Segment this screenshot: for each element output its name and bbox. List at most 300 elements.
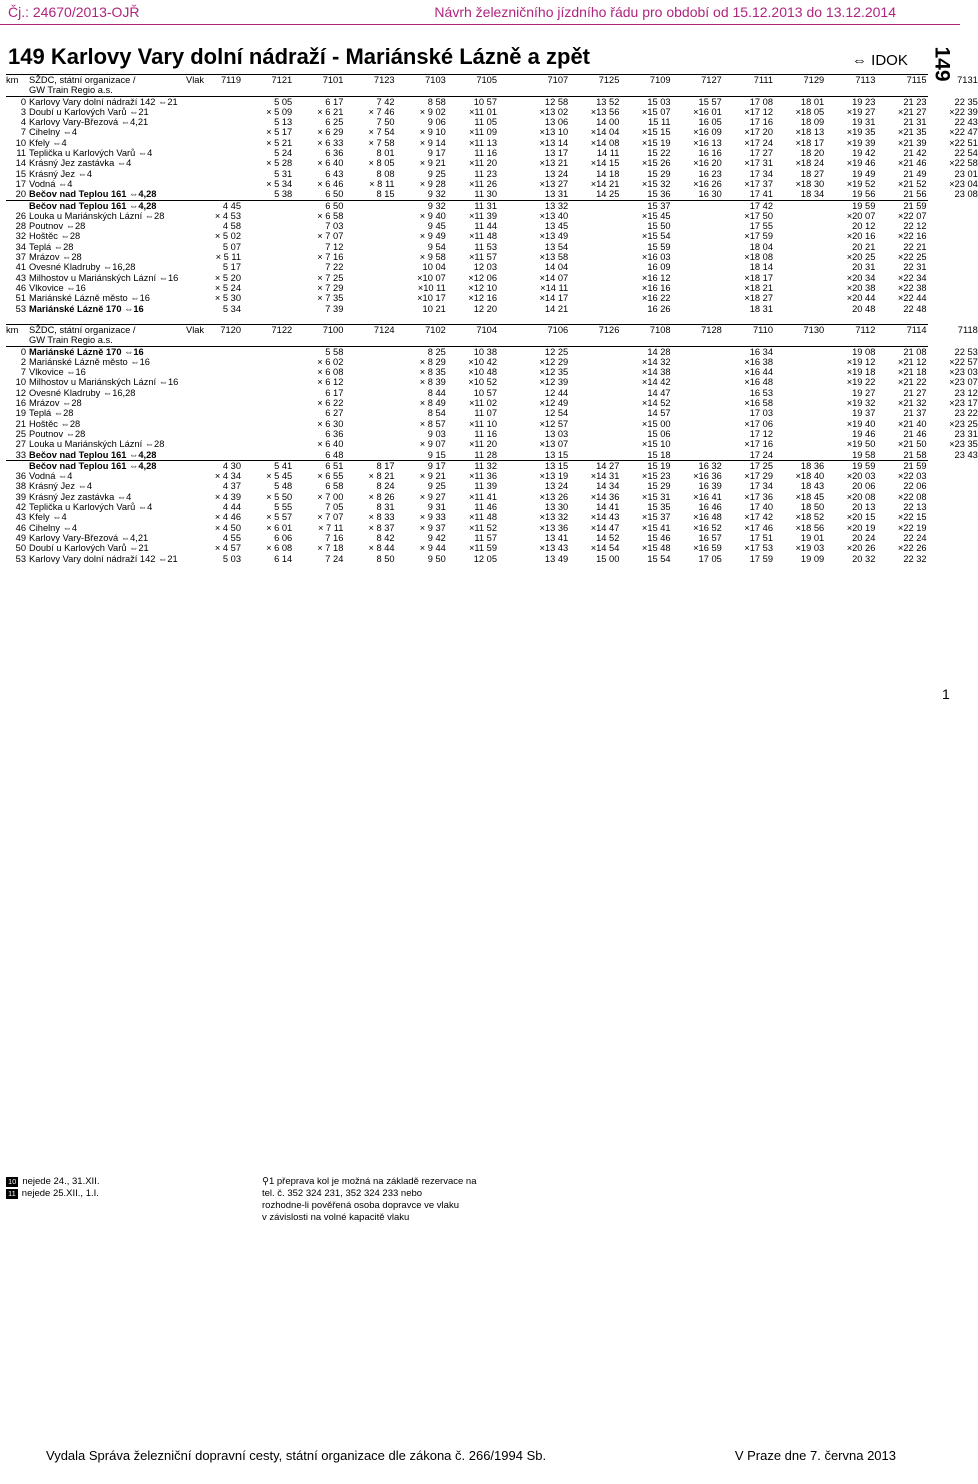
- departure-time: 4 45: [222, 200, 241, 211]
- departure-time: 23 22: [954, 408, 978, 419]
- departure-time: 19 49: [852, 168, 876, 179]
- departure-time: × 5 20: [214, 272, 241, 283]
- departure-time: 18 20: [800, 148, 825, 159]
- departure-time: 5 55: [274, 502, 293, 513]
- train-number: 7101: [322, 75, 344, 85]
- departure-time: ×13 07: [539, 439, 569, 450]
- departure-time: × 7 54: [368, 127, 395, 138]
- train-number: 7113: [855, 75, 876, 85]
- km-value: 43: [15, 512, 26, 523]
- departure-time: 22 06: [903, 481, 927, 492]
- departure-time: ×16 44: [744, 367, 773, 378]
- departure-time: × 8 11: [369, 178, 395, 189]
- departure-time: ×17 20: [744, 127, 773, 138]
- departure-time: ×17 46: [744, 522, 773, 533]
- departure-time: 19 59: [852, 460, 876, 471]
- km-value: 32: [15, 231, 26, 242]
- train-number: 7110: [753, 325, 773, 335]
- departure-time: 13 45: [544, 221, 569, 232]
- departure-time: × 5 28: [266, 158, 293, 169]
- departure-time: × 7 29: [317, 282, 344, 293]
- header-divider: [0, 24, 960, 25]
- bike-note-line: rozhodne-li pověřená osoba dopravce ve vlaku: [262, 1200, 459, 1211]
- departure-time: ×18 45: [795, 491, 825, 502]
- departure-time: 8 31: [376, 502, 395, 513]
- departure-time: × 9 27: [419, 491, 446, 502]
- departure-time: 13 32: [544, 200, 569, 211]
- departure-time: 14 57: [647, 408, 671, 419]
- bike-note-line: tel. č. 352 324 231, 352 324 233 nebo: [262, 1188, 423, 1199]
- bike-note-line: ⚲1 přeprava kol je možná na základě rezervace na: [262, 1176, 477, 1187]
- departure-time: ×21 40: [897, 418, 927, 429]
- departure-time: 23 31: [954, 428, 978, 439]
- departure-time: ×20 08: [846, 491, 876, 502]
- departure-time: ×14 54: [590, 543, 620, 554]
- departure-time: ×20 34: [846, 272, 876, 283]
- departure-time: 16 53: [749, 387, 773, 398]
- departure-time: ×11 48: [468, 512, 497, 523]
- train-number: 7102: [425, 325, 446, 335]
- departure-time: × 6 08: [317, 367, 344, 378]
- departure-time: 14 11: [596, 148, 620, 159]
- operator-label: SŽDC, státní organizace /: [29, 75, 136, 85]
- departure-time: 20 31: [852, 262, 876, 273]
- departure-time: ×15 10: [641, 439, 671, 450]
- station-row: [6, 356, 978, 367]
- departure-time: 22 13: [903, 502, 927, 513]
- departure-time: × 9 10: [419, 127, 446, 138]
- departure-time: 15 22: [647, 148, 671, 159]
- departure-time: × 5 57: [266, 512, 293, 523]
- departure-time: ×19 12: [846, 356, 876, 367]
- departure-time: ×16 38: [744, 356, 773, 367]
- departure-time: 15 18: [647, 449, 671, 460]
- departure-time: ×12 57: [539, 418, 569, 429]
- station-row: [6, 117, 978, 128]
- departure-time: ×11 48: [468, 231, 497, 242]
- station-name: Krásný Jez zastávka ⇔4: [29, 491, 132, 502]
- departure-time: × 6 46: [317, 178, 344, 189]
- departure-time: ×16 52: [693, 522, 722, 533]
- departure-time: 19 09: [800, 553, 825, 564]
- station-row: [6, 346, 978, 357]
- km-value: 11: [16, 148, 26, 159]
- station-row: [6, 283, 928, 293]
- departure-time: ×16 26: [693, 178, 722, 189]
- departure-time: 17 41: [749, 189, 773, 200]
- station-name: Hoštěc ⇔28: [29, 231, 81, 242]
- departure-time: 14 28: [647, 346, 671, 357]
- station-row: [6, 502, 928, 512]
- departure-time: ×22 08: [897, 491, 927, 502]
- departure-time: × 9 33: [419, 512, 446, 523]
- station-name: Milhostov u Mariánských Lázní ⇔16: [29, 377, 179, 388]
- departure-time: ×11 01: [468, 106, 497, 117]
- departure-time: ×15 26: [641, 158, 671, 169]
- departure-time: ×11 20: [468, 439, 497, 450]
- departure-time: 9 15: [427, 449, 446, 460]
- departure-time: × 9 40: [419, 210, 446, 221]
- departure-time: 14 21: [544, 303, 569, 314]
- departure-time: ×14 04: [590, 127, 620, 138]
- departure-time: × 6 55: [317, 471, 344, 482]
- train-number: 7131: [957, 75, 978, 85]
- departure-time: 19 42: [852, 148, 876, 159]
- departure-time: 19 37: [852, 408, 876, 419]
- departure-time: 15 29: [647, 481, 671, 492]
- departure-time: × 4 39: [214, 491, 241, 502]
- departure-time: 8 25: [427, 346, 446, 357]
- station-row: [6, 221, 928, 231]
- departure-time: 21 08: [903, 346, 927, 357]
- departure-time: ×11 10: [468, 418, 497, 429]
- departure-time: 6 06: [274, 532, 293, 543]
- departure-time: 13 03: [544, 428, 569, 439]
- departure-time: ×16 09: [693, 127, 722, 138]
- departure-time: 11 30: [474, 189, 497, 200]
- station-name: Vodná ⇔4: [29, 178, 73, 189]
- departure-time: 4 44: [222, 502, 241, 513]
- departure-time: 6 17: [325, 387, 344, 398]
- departure-time: ×14 43: [590, 512, 620, 523]
- departure-time: 16 26: [647, 303, 671, 314]
- departure-time: 10 57: [473, 387, 497, 398]
- departure-time: ×16 58: [744, 398, 773, 409]
- departure-time: ×23 35: [949, 439, 978, 450]
- departure-time: × 8 21: [368, 471, 395, 482]
- departure-time: × 6 40: [317, 439, 344, 450]
- timetable-return: [6, 324, 978, 564]
- departure-time: 17 42: [749, 200, 773, 211]
- departure-time: ×10 48: [468, 367, 497, 378]
- station-name: Mariánské Lázně 170 ⇔16: [29, 346, 144, 357]
- departure-time: ×11 20: [468, 158, 497, 169]
- departure-time: ×18 24: [795, 158, 825, 169]
- departure-time: ×13 21: [539, 158, 569, 169]
- departure-time: 15 19: [647, 460, 671, 471]
- departure-time: ×13 36: [539, 522, 569, 533]
- train-number: 7109: [649, 75, 671, 85]
- departure-time: 9 25: [427, 481, 446, 492]
- departure-time: ×18 21: [744, 282, 773, 293]
- footer-date: V Praze dne 7. června 2013: [734, 1448, 896, 1463]
- departure-time: ×15 37: [641, 512, 671, 523]
- km-value: 7: [20, 127, 26, 138]
- km-label: km: [6, 325, 19, 335]
- departure-time: × 7 11: [317, 522, 344, 533]
- departure-time: × 4 57: [214, 543, 241, 554]
- departure-time: × 8 44: [368, 543, 395, 554]
- train-number: 7123: [373, 75, 395, 85]
- station-name: Krásný Jez ⇔4: [29, 481, 93, 492]
- departure-time: 17 03: [749, 408, 773, 419]
- departure-time: × 6 21: [317, 106, 344, 117]
- departure-time: ×22 58: [949, 158, 978, 169]
- km-value: 49: [15, 532, 26, 543]
- departure-time: 6 14: [274, 553, 293, 564]
- station-row: [6, 481, 928, 491]
- km-value: 10: [15, 377, 26, 388]
- station-name: Kfely ⇔4: [29, 512, 67, 523]
- departure-time: ×21 22: [897, 377, 927, 388]
- train-number: 7120: [220, 325, 241, 335]
- train-number: 7124: [373, 325, 395, 335]
- departure-time: × 6 29: [317, 127, 344, 138]
- departure-time: ×17 12: [744, 106, 773, 117]
- departure-time: 18 36: [800, 460, 825, 471]
- train-number: 7112: [855, 325, 876, 335]
- departure-time: ×19 27: [846, 106, 876, 117]
- departure-time: 13 52: [596, 96, 620, 107]
- station-name: Karlovy Vary-Březová ⇔4,21: [29, 532, 149, 543]
- doc-reference: Čj.: 24670/2013-OJŘ: [8, 4, 140, 20]
- departure-time: 21 56: [903, 189, 927, 200]
- departure-time: 16 39: [698, 481, 722, 492]
- departure-time: 14 34: [596, 481, 620, 492]
- vlak-label: Vlak: [186, 325, 205, 335]
- departure-time: 5 48: [274, 481, 293, 492]
- train-header-row: [6, 74, 978, 85]
- departure-time: 16 34: [749, 346, 773, 357]
- departure-time: 5 05: [274, 96, 293, 107]
- departure-time: 21 23: [903, 96, 927, 107]
- km-value: 39: [15, 491, 26, 502]
- departure-time: ×10 17: [417, 293, 446, 304]
- departure-time: ×12 35: [539, 367, 569, 378]
- departure-time: ×15 41: [641, 522, 671, 533]
- page-title: 149 Karlovy Vary dolní nádraží - Mariánské Lázně a zpět: [8, 44, 591, 69]
- departure-time: 23 01: [954, 168, 978, 179]
- station-name: Teplá ⇔28: [29, 241, 74, 252]
- departure-time: × 8 26: [368, 491, 395, 502]
- departure-time: 19 27: [852, 387, 876, 398]
- departure-time: 21 59: [903, 200, 927, 211]
- departure-time: ×12 49: [539, 398, 569, 409]
- departure-time: ×13 14: [539, 137, 569, 148]
- departure-time: × 6 22: [317, 398, 344, 409]
- departure-time: 7 50: [376, 117, 395, 128]
- station-row: [6, 492, 928, 502]
- departure-time: 8 17: [376, 460, 395, 471]
- departure-time: ×15 00: [641, 418, 671, 429]
- departure-time: ×22 39: [949, 106, 978, 117]
- departure-time: ×14 21: [590, 178, 620, 189]
- departure-time: ×13 49: [539, 231, 569, 242]
- departure-time: × 5 02: [214, 231, 241, 242]
- departure-time: 6 36: [325, 148, 344, 159]
- departure-time: ×19 18: [846, 367, 876, 378]
- departure-time: 20 21: [852, 241, 876, 252]
- departure-time: 6 48: [325, 449, 344, 460]
- train-number: 7130: [803, 325, 825, 335]
- station-name: Bečov nad Teplou 161 ⇔4,28: [29, 200, 157, 211]
- departure-time: × 4 53: [214, 210, 241, 221]
- station-name: Krásný Jez ⇔4: [29, 168, 93, 179]
- departure-time: ×21 32: [897, 398, 927, 409]
- departure-time: 9 17: [427, 460, 446, 471]
- departure-time: 7 12: [325, 241, 344, 252]
- departure-time: × 9 21: [419, 158, 446, 169]
- departure-time: ×11 09: [468, 127, 497, 138]
- departure-time: 11 53: [474, 241, 497, 252]
- departure-time: ×15 19: [641, 137, 671, 148]
- departure-time: × 4 34: [214, 471, 241, 482]
- departure-time: × 6 08: [266, 543, 293, 554]
- departure-time: ×22 07: [897, 210, 927, 221]
- station-row: [6, 523, 928, 533]
- station-name: Teplá ⇔28: [29, 408, 74, 419]
- departure-time: ×16 03: [641, 252, 671, 263]
- departure-time: 5 41: [274, 460, 293, 471]
- departure-time: 9 54: [427, 241, 446, 252]
- departure-time: 11 05: [474, 117, 497, 128]
- departure-time: × 5 30: [214, 293, 241, 304]
- train-number: 7103: [425, 75, 446, 85]
- departure-time: ×18 40: [795, 471, 825, 482]
- departure-time: 5 24: [274, 148, 293, 159]
- station-name: Ovesné Kladruby ⇔16,28: [29, 262, 136, 273]
- departure-time: ×20 26: [846, 543, 876, 554]
- departure-time: ×16 22: [641, 293, 671, 304]
- station-row: [6, 242, 928, 252]
- departure-time: × 9 28: [419, 178, 446, 189]
- departure-time: ×16 01: [693, 106, 722, 117]
- bike-note: [262, 1176, 477, 1224]
- departure-time: 14 25: [596, 189, 620, 200]
- departure-time: ×21 12: [897, 356, 927, 367]
- station-row: [6, 367, 978, 378]
- station-row: [6, 418, 978, 429]
- departure-time: 17 16: [749, 117, 773, 128]
- departure-time: × 5 24: [214, 282, 241, 293]
- departure-time: 17 08: [749, 96, 773, 107]
- departure-time: 20 13: [852, 502, 876, 513]
- km-value: 25: [15, 428, 26, 439]
- departure-time: 10 21: [422, 303, 446, 314]
- departure-time: × 7 07: [317, 512, 344, 523]
- departure-time: 22 48: [903, 303, 927, 314]
- departure-time: 15 54: [647, 553, 671, 564]
- station-row: [6, 449, 978, 460]
- departure-time: ×14 11: [540, 282, 569, 293]
- station-name: Cihelny ⇔4: [29, 127, 78, 138]
- station-name: Mrázov ⇔28: [29, 398, 82, 409]
- departure-time: ×22 44: [897, 293, 927, 304]
- train-number: 7105: [476, 75, 497, 85]
- departure-time: ×15 31: [641, 491, 671, 502]
- side-page-mark: 1: [942, 686, 950, 702]
- station-row: [6, 231, 928, 241]
- departure-time: ×11 39: [468, 210, 497, 221]
- train-number: 7107: [547, 75, 569, 85]
- km-value: 4: [20, 117, 26, 128]
- departure-time: ×13 32: [539, 512, 569, 523]
- departure-time: ×16 48: [744, 377, 773, 388]
- departure-time: 14 18: [596, 168, 620, 179]
- station-row: [6, 460, 928, 471]
- station-row: [6, 200, 928, 211]
- km-value: 33: [15, 449, 26, 460]
- departure-time: ×11 57: [468, 252, 497, 263]
- departure-time: ×18 05: [795, 106, 825, 117]
- km-value: 2: [20, 356, 26, 367]
- train-number: 7111: [753, 75, 773, 85]
- departure-time: ×22 38: [897, 282, 927, 293]
- station-row: [6, 428, 978, 439]
- departure-time: 18 27: [800, 168, 825, 179]
- departure-time: × 9 58: [419, 252, 446, 263]
- vlak-label: Vlak: [186, 75, 205, 85]
- km-value: 53: [15, 303, 26, 314]
- departure-time: 20 48: [852, 303, 876, 314]
- departure-time: 10 57: [473, 96, 497, 107]
- departure-time: 22 24: [903, 532, 927, 543]
- departure-time: 8 54: [427, 408, 446, 419]
- departure-time: × 7 16: [317, 252, 344, 263]
- station-row: [6, 168, 978, 179]
- km-value: 36: [15, 471, 26, 482]
- departure-time: 17 55: [749, 221, 773, 232]
- departure-time: 16 05: [698, 117, 722, 128]
- departure-time: ×13 40: [539, 210, 569, 221]
- departure-time: ×17 24: [744, 137, 773, 148]
- departure-time: 19 46: [852, 428, 876, 439]
- departure-time: 22 12: [903, 221, 927, 232]
- departure-time: ×10 07: [417, 272, 446, 283]
- departure-time: 17 34: [749, 168, 773, 179]
- departure-time: 9 06: [427, 117, 446, 128]
- station-name: Bečov nad Teplou 161 ⇔4,28: [29, 189, 157, 200]
- departure-time: 9 31: [427, 502, 446, 513]
- departure-time: 22 54: [954, 148, 978, 159]
- departure-time: 12 54: [544, 408, 569, 419]
- departure-time: × 8 05: [368, 158, 395, 169]
- departure-time: ×17 59: [744, 231, 773, 242]
- train-number: 7128: [701, 325, 722, 335]
- station-row: [6, 178, 978, 189]
- km-value: 0: [20, 96, 26, 107]
- departure-time: ×17 06: [744, 418, 773, 429]
- operator-label-2: GW Train Regio a.s.: [29, 335, 113, 346]
- station-name: Mrázov ⇔28: [29, 252, 82, 263]
- departure-time: 11 23: [474, 168, 497, 179]
- km-value: 20: [15, 189, 26, 200]
- departure-time: 5 13: [274, 117, 293, 128]
- departure-time: 11 16: [474, 148, 497, 159]
- departure-time: 8 08: [376, 168, 395, 179]
- departure-time: 13 30: [544, 502, 569, 513]
- departure-time: 19 56: [852, 189, 876, 200]
- station-name: Vlkovice ⇔16: [29, 367, 86, 378]
- departure-time: ×22 03: [897, 471, 927, 482]
- departure-time: 18 31: [749, 303, 773, 314]
- departure-time: ×18 27: [744, 293, 773, 304]
- km-value: 19: [15, 408, 26, 419]
- departure-time: ×17 16: [744, 439, 773, 450]
- departure-time: 5 34: [222, 303, 241, 314]
- departure-time: 4 58: [222, 221, 241, 232]
- departure-time: 14 47: [647, 387, 671, 398]
- departure-time: 11 16: [474, 428, 497, 439]
- departure-time: ×19 32: [846, 398, 876, 409]
- departure-time: × 5 17: [266, 127, 293, 138]
- departure-time: 18 01: [800, 96, 825, 107]
- station-row: [6, 398, 978, 409]
- departure-time: ×19 39: [846, 137, 876, 148]
- km-value: 34: [15, 241, 26, 252]
- departure-time: 9 32: [427, 189, 446, 200]
- departure-time: ×21 52: [897, 178, 927, 189]
